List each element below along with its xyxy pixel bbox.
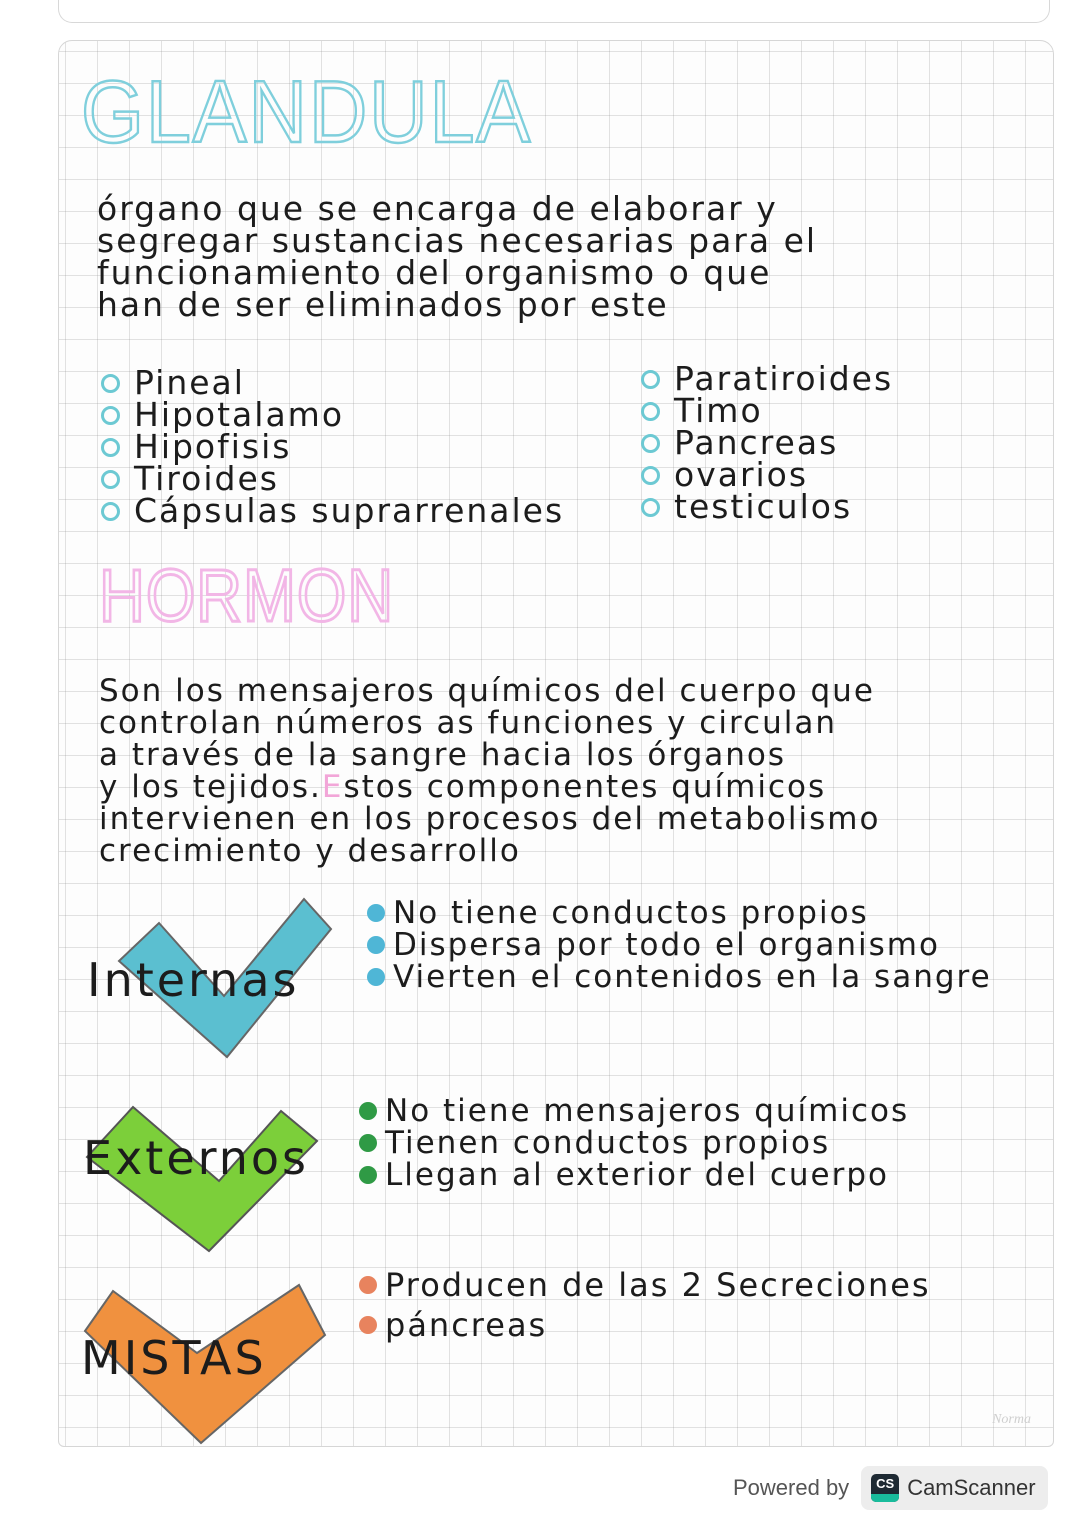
definition-line: crecimiento y desarrollo [99, 833, 521, 869]
list-item: testiculos [641, 491, 893, 523]
circle-bullet-icon [641, 466, 660, 485]
category-label-externos: Externos [83, 1131, 309, 1185]
definition-hormona [99, 675, 880, 867]
notebook-brand-mark: Norma [992, 1412, 1031, 1427]
circle-bullet-icon [641, 402, 660, 421]
circle-bullet-icon [641, 434, 660, 453]
definition-line: han de ser eliminados por este [97, 285, 669, 324]
definition-line: y los tejidos.Estos componentes químicos [99, 769, 827, 805]
bullet-dot-icon [359, 1316, 377, 1334]
externos-list [359, 1095, 909, 1191]
previous-page-edge [58, 0, 1050, 23]
list-item: Llegan al exterior del cuerpo [359, 1159, 909, 1191]
circle-bullet-icon [101, 502, 120, 521]
list-item: páncreas [359, 1305, 931, 1345]
bullet-dot-icon [359, 1102, 377, 1120]
definition-line: controlan números as funciones y circulan [99, 705, 837, 741]
list-item: ovarios [641, 459, 893, 491]
camscanner-logo-icon: CS [871, 1474, 899, 1502]
list-item: Tiroides [101, 463, 564, 495]
list-item: Vierten el contenidos en la sangre [367, 961, 992, 993]
bullet-dot-icon [367, 968, 385, 986]
powered-by-label: Powered by [733, 1475, 850, 1500]
definition-line: a través de la sangre hacia los órganos [99, 737, 787, 773]
bullet-dot-icon [367, 904, 385, 922]
definition-line: intervienen en los procesos del metabolismo [99, 801, 881, 837]
list-item: Hipofisis [101, 431, 564, 463]
bullet-dot-icon [359, 1276, 377, 1294]
definition-line: órgano que se encarga de elaborar y [97, 189, 778, 228]
list-item: Producen de las 2 Secreciones [359, 1265, 931, 1305]
list-item: Hipotalamo [101, 399, 564, 431]
category-label-mistas: MISTAS [81, 1331, 267, 1385]
title-hormona: HORMON [99, 554, 395, 637]
circle-bullet-icon [641, 498, 660, 517]
glands-list-left [101, 363, 565, 530]
definition-glandula [97, 189, 818, 324]
circle-bullet-icon [101, 438, 120, 457]
mistas-list [359, 1265, 931, 1345]
list-item: Dispersa por todo el organismo [367, 929, 992, 961]
bullet-dot-icon [359, 1134, 377, 1152]
definition-line: segregar sustancias necesarias para el [97, 221, 818, 260]
category-label-internas: Internas [87, 953, 300, 1007]
definition-line: Son los mensajeros químicos del cuerpo que [99, 673, 875, 709]
definition-line: funcionamiento del organismo o que [97, 253, 772, 292]
list-item: Tienen conductos propios [359, 1127, 909, 1159]
circle-bullet-icon [101, 406, 120, 425]
list-item: Pancreas [641, 427, 893, 459]
list-item: No tiene conductos propios [367, 897, 992, 929]
list-item: No tiene mensajeros químicos [359, 1095, 909, 1127]
camscanner-app-name: CamScanner [907, 1475, 1036, 1500]
pink-letter: E [321, 769, 344, 805]
title-glandula: GLANDULA [81, 62, 533, 161]
bullet-dot-icon [359, 1166, 377, 1184]
list-item: Timo [641, 395, 893, 427]
camscanner-badge[interactable] [861, 1466, 1047, 1510]
list-item: Cápsulas suprarrenales [101, 495, 564, 527]
circle-bullet-icon [641, 370, 660, 389]
circle-bullet-icon [101, 374, 120, 393]
camscanner-footer [733, 1466, 1048, 1510]
bullet-dot-icon [367, 936, 385, 954]
list-item: Paratiroides [641, 363, 893, 395]
notebook-page [58, 40, 1054, 1447]
circle-bullet-icon [101, 470, 120, 489]
list-item: Pineal [101, 367, 564, 399]
glands-list-right [641, 359, 894, 526]
internas-list [367, 897, 992, 993]
